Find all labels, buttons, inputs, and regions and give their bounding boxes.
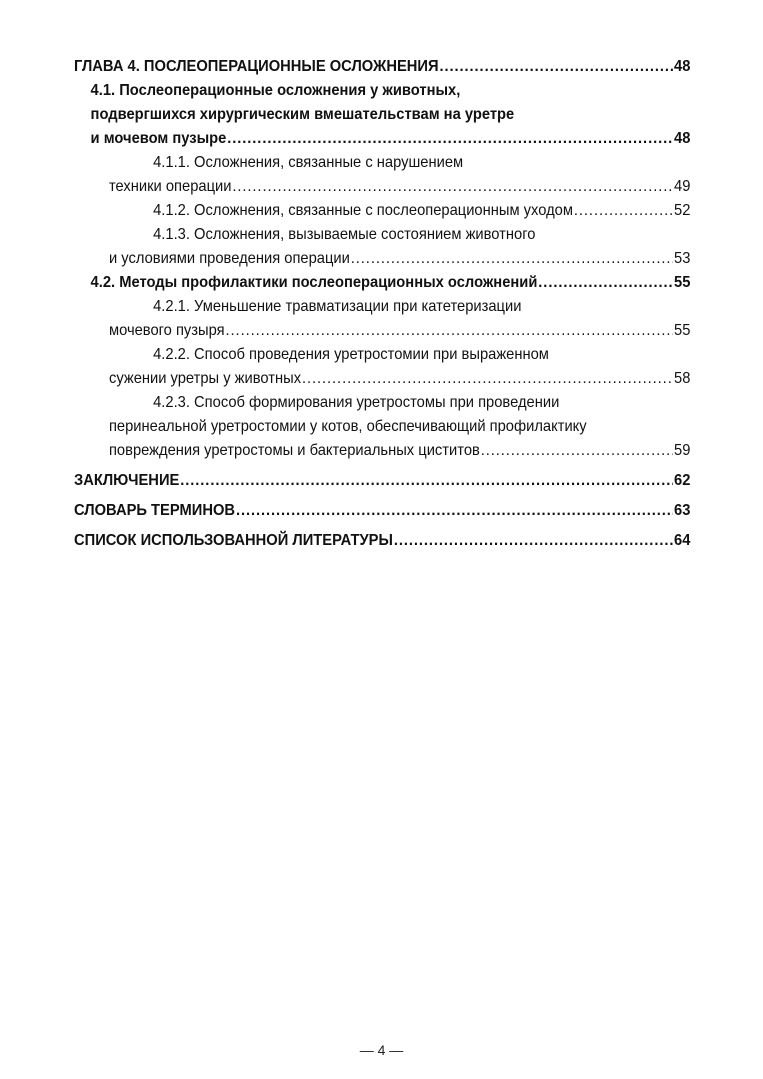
toc-entry-4-2[interactable]	[74, 271, 690, 295]
toc-entry-title: СЛОВАРЬ ТЕРМИНОВ	[74, 502, 236, 519]
toc-entry-4-1[interactable]	[74, 79, 690, 151]
toc-page-number: 62	[674, 472, 691, 489]
toc-entry-line: 4.1.2. Осложнения, связанные с послеоперационным уходом	[153, 202, 573, 219]
toc-entry-4-1-2[interactable]	[74, 199, 690, 223]
toc-page-number: 48	[674, 58, 691, 75]
toc-entry-line: повреждения уретростомы и бактериальных циститов	[108, 442, 480, 459]
toc-page-number: 58	[674, 370, 691, 387]
toc-entry-glossary[interactable]	[74, 499, 690, 523]
dot-leader	[227, 127, 673, 151]
table-of-contents	[74, 55, 691, 553]
toc-entry-references[interactable]	[74, 529, 690, 553]
toc-entry-line: 4.2.1. Уменьшение травматизации при катетеризации	[153, 298, 522, 315]
toc-entry-line: сужении уретры у животных	[108, 370, 302, 387]
toc-page-number: 55	[674, 322, 691, 339]
toc-page-number: 53	[674, 250, 691, 267]
toc-entry-line: и условиями проведения операции	[108, 250, 350, 267]
toc-page-number: 49	[674, 178, 691, 195]
toc-entry-title: ЗАКЛЮЧЕНИЕ	[74, 472, 180, 489]
toc-entry-4-2-2[interactable]	[74, 343, 690, 391]
toc-entry-line: 4.2.3. Способ формирования уретростомы при проведении	[153, 394, 560, 411]
dot-leader	[351, 247, 673, 271]
dot-leader	[180, 469, 673, 493]
toc-entry-line: и мочевом пузыре	[90, 130, 227, 147]
dot-leader	[302, 367, 673, 391]
toc-entry-chapter-4[interactable]	[74, 55, 690, 79]
toc-entry-4-1-3[interactable]	[74, 223, 690, 271]
toc-page-number: 64	[674, 532, 691, 549]
toc-entry-line: перинеальной уретростомии у котов, обеспечивающий профилактику	[108, 418, 587, 435]
toc-entry-line: 4.2.2. Способ проведения уретростомии при выраженном	[153, 346, 549, 363]
toc-entry-line: 4.1. Послеоперационные осложнения у животных,	[90, 82, 461, 99]
toc-page-number: 59	[674, 442, 691, 459]
toc-entry-title: ГЛАВА 4. ПОСЛЕОПЕРАЦИОННЫЕ ОСЛОЖНЕНИЯ	[74, 58, 439, 75]
page-number-footer: — 4 —	[359, 1042, 404, 1058]
dot-leader	[538, 271, 673, 295]
toc-entry-line: мочевого пузыря	[108, 322, 225, 339]
toc-entry-line: 4.1.3. Осложнения, вызываемые состоянием животного	[153, 226, 536, 243]
toc-entry-title: СПИСОК ИСПОЛЬЗОВАННОЙ ЛИТЕРАТУРЫ	[74, 532, 393, 549]
dot-leader	[574, 199, 673, 223]
toc-entry-4-1-1[interactable]	[74, 151, 690, 199]
toc-entry-title: 4.2. Методы профилактики послеоперационных осложнений	[90, 274, 538, 291]
dot-leader	[394, 529, 673, 553]
dot-leader	[439, 55, 673, 79]
toc-entry-line: техники операции	[108, 178, 232, 195]
dot-leader	[236, 499, 673, 523]
dot-leader	[232, 175, 673, 199]
toc-page-number: 48	[674, 130, 691, 147]
dot-leader	[226, 319, 674, 343]
toc-entry-line: подвергшихся хирургическим вмешательствам на уретре	[90, 106, 515, 123]
dot-leader	[481, 439, 673, 463]
toc-entry-4-2-1[interactable]	[74, 295, 690, 343]
toc-page-number: 63	[674, 502, 691, 519]
toc-entry-line: 4.1.1. Осложнения, связанные с нарушением	[153, 154, 464, 171]
toc-entry-conclusion[interactable]	[74, 469, 690, 493]
toc-entry-4-2-3[interactable]	[74, 391, 690, 463]
toc-page-number: 55	[674, 274, 691, 291]
toc-page-number: 52	[674, 202, 691, 219]
